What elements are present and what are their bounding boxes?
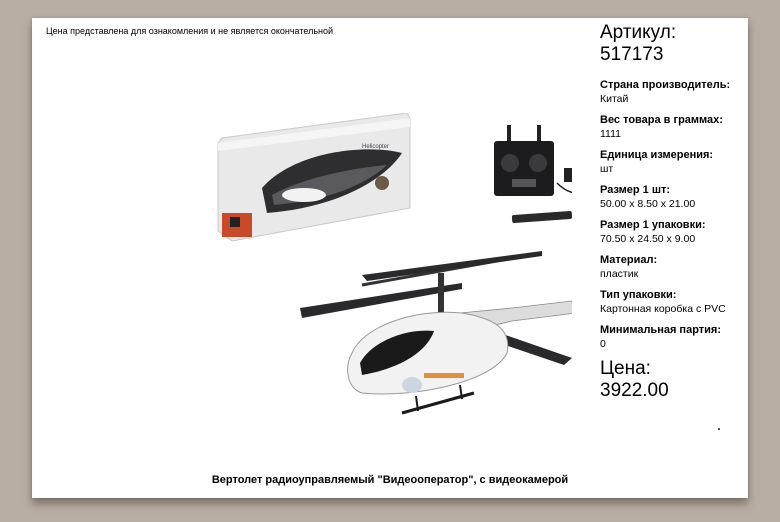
price-label: Цена: bbox=[600, 358, 651, 379]
spec-item bbox=[600, 148, 746, 176]
spec-item bbox=[600, 78, 746, 106]
product-card bbox=[32, 18, 748, 498]
spec-label: Размер 1 упаковки: bbox=[600, 219, 706, 231]
spec-label: Страна производитель: bbox=[600, 79, 731, 91]
spec-value: шт bbox=[600, 163, 614, 175]
price-disclaimer: Цена представлена для ознакомления и не является окончательной bbox=[46, 26, 334, 36]
article-label: Артикул: bbox=[600, 22, 677, 43]
spec-value: 70.50 x 24.50 x 9.00 bbox=[600, 233, 696, 245]
spec-label: Минимальная партия: bbox=[600, 324, 721, 336]
spec-panel bbox=[600, 22, 746, 402]
spec-value: Китай bbox=[600, 93, 629, 105]
decorative-dot bbox=[718, 428, 720, 430]
remote-controller bbox=[494, 125, 572, 223]
spec-value: 1111 bbox=[600, 128, 622, 140]
svg-text:Helicopter: Helicopter bbox=[362, 144, 390, 150]
spec-value: 0 bbox=[600, 338, 606, 350]
spec-label: Единица измерения: bbox=[600, 149, 714, 161]
spec-label: Тип упаковки: bbox=[600, 289, 677, 301]
package-box bbox=[218, 113, 410, 241]
spec-item bbox=[600, 183, 746, 211]
spec-value: 50.00 x 8.50 x 21.00 bbox=[600, 198, 696, 210]
spec-item bbox=[600, 323, 746, 351]
helicopter bbox=[300, 233, 572, 413]
spec-label: Материал: bbox=[600, 254, 658, 266]
product-photo bbox=[212, 113, 572, 443]
spec-item bbox=[600, 253, 746, 281]
product-title: Вертолет радиоуправляемый "Видеооператор", с видеокамерой bbox=[211, 474, 569, 486]
article-value: 517173 bbox=[600, 44, 664, 65]
spec-item bbox=[600, 113, 746, 141]
spec-item bbox=[600, 288, 746, 316]
spec-label: Вес товара в граммах: bbox=[600, 114, 723, 126]
price-value: 3922.00 bbox=[600, 380, 669, 401]
spec-item bbox=[600, 218, 746, 246]
spec-label: Размер 1 шт: bbox=[600, 184, 671, 196]
spec-value: Картонная коробка с PVC bbox=[600, 303, 726, 315]
spec-value: пластик bbox=[600, 268, 639, 280]
